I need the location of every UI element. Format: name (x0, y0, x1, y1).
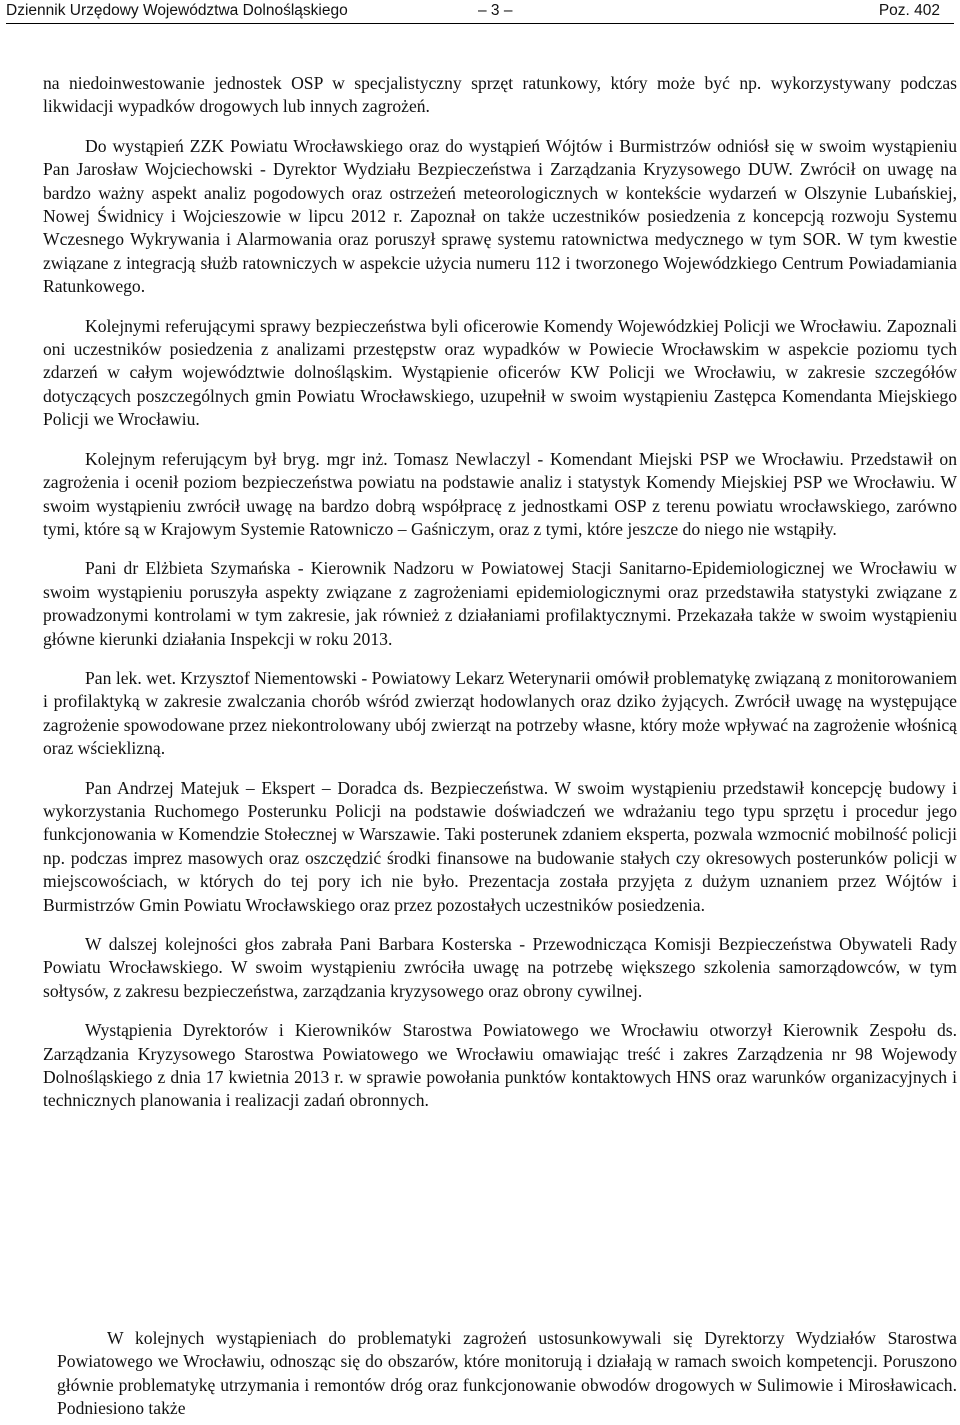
paragraph: W dalszej kolejności głos zabrała Pani Barbara Kosterska - Przewodnicząca Komisji Bezpieczeństwa Obywateli Rady Powiatu Wrocławskiego. W swoim wystąpieniu zwróciła uwagę na potrzebę większego szkolenia samorządowców, w tym sołtysów, z zakresu bezpieczeństwa, zarządzania kryzysowego oraz obrony cywilnej. (43, 934, 957, 1001)
paragraph-continuation: na niedoinwestowanie jednostek OSP w specjalistyczny sprzęt ratunkowy, który może być np. wykorzystywany podczas likwidacji wypadków drogowych lub innych zagrożeń. (43, 73, 957, 117)
paragraph: Pan lek. wet. Krzysztof Niementowski - Powiatowy Lekarz Weterynarii omówił problematykę związaną z monitorowaniem i profilaktyką w zakresie zwalczania chorób wśród zwierząt hodowlanych oraz dziko żyjących. Zwrócił uwagę na występujące zagrożenie spowodowane przez niekontrolowany ubój zwierząt na potrzeby własne, który może wpływać na zagrożenie włośnicą oraz wścieklizną. (43, 667, 957, 759)
header-rule (6, 23, 954, 24)
journal-title: Dziennik Urzędowy Województwa Dolnośląskiego (6, 2, 348, 19)
paragraph: Do wystąpień ZZK Powiatu Wrocławskiego oraz do wystąpień Wójtów i Burmistrzów odniósł się w swoim wystąpieniu Pan Jarosław Wojciechowski - Dyrektor Wydziału Bezpieczeństwa i Zarządzania Kryzysowego DUW. Zwrócił on uwagę na bardzo ważny aspekt analiz pogodowych oraz ostrzeżeń meteorologicznych w kontekście wydarzeń w Olszynie Lubańskiej, Nowej Świdnicy i Wojcieszowie w lipcu 2012 r. Zapoznał on także uczestników posiedzenia z koncepcją rozwoju Systemu Wczesnego Wykrywania i Alarmowania oraz poruszył sprawę systemu ratownictwa medycznego w tym SOR. W tym kwestie związane z integracją służb ratowniczych w aspekcie użycia numeru 112 i tworzonego Wojewódzkiego Centrum Powiadamiania Ratunkowego. (43, 135, 957, 297)
paragraph: Kolejnym referującym był bryg. mgr inż. Tomasz Newlaczyl - Komendant Miejski PSP we Wrocławiu. Przedstawił on zagrożenia i ocenił poziom bezpieczeństwa powiatu na podstawie analiz i statystyk Komendy Miejskiej PSP we Wrocławiu. W swoim wystąpieniu zwrócił uwagę na bardzo dobrą współpracę z jednostkami OSP z terenu powiatu wrocławskiego, zarówno tymi, które są w Krajowym Systemie Ratowniczo – Gaśniczym, oraz z tymi, które jeszcze do niego nie wstąpiły. (43, 448, 957, 539)
document-body (43, 72, 957, 1113)
document-body-continued (57, 1327, 957, 1421)
page-number: – 3 – (478, 2, 513, 19)
paragraph: Wystąpienia Dyrektorów i Kierowników Starostwa Powiatowego we Wrocławiu otworzył Kierownik Zespołu ds. Zarządzania Kryzysowego Starostwa Powiatowego we Wrocławiu omawiając treść i zakres Zarządzenia nr 98 Wojewody Dolnośląskiego z dnia 17 kwietnia 2013 r. w sprawie powołania punktów kontaktowych HNS oraz warunków organizacyjnych i technicznych planowania i realizacji zadań obronnych. (43, 1020, 957, 1111)
paragraph: Kolejnymi referującymi sprawy bezpieczeństwa byli oficerowie Komendy Wojewódzkiej Policji we Wrocławiu. Zapoznali oni uczestników posiedzenia z analizami przestępstw oraz wypadków w Powiecie Wrocławskim w aspekcie poziomu tych zdarzeń w całym województwie dolnośląskim. Wystąpienie oficerów KW Policji we Wrocławiu, w zakresie szczegółów dotyczących poszczególnych gmin Powiatu Wrocławskiego, uzupełnił w swoim wystąpieniu Zastępca Komendanta Miejskiego Policji we Wrocławiu. (43, 315, 957, 430)
page-header (6, 0, 954, 22)
paragraph-last: W kolejnych wystąpieniach do problematyki zagrożeń ustosunkowywali się Dyrektorzy Wydziałów Starostwa Powiatowego we Wrocławiu, odnosząc się do obszarów, które monitorują i działają w ramach swoich kompetencji. Poruszono głównie problematykę utrzymania i remontów dróg oraz funkcjonowanie obwodów drogowych w Sulimowie i Mirosławicach. Podniesiono także (57, 1328, 957, 1419)
paragraph: Pani dr Elżbieta Szymańska - Kierownik Nadzoru w Powiatowej Stacji Sanitarno-Epidemiologicznej we Wrocławiu w swoim wystąpieniu poruszyła aspekty związane z zagrożeniami epidemiologicznymi oraz przedstawiła statystyki związane z prowadzonymi kontrolami w tym zakresie, jak również z działaniami profilaktycznymi. Przekazała także w swoim wystąpieniu główne kierunki działania Inspekcji w roku 2013. (43, 558, 957, 649)
paragraph: Pan Andrzej Matejuk – Ekspert – Doradca ds. Bezpieczeństwa. W swoim wystąpieniu przedstawił koncepcję budowy i wykorzystania Ruchomego Posterunku Policji na podstawie doświadczeń we wdrażaniu tego typu sprzętu i procedur jego funkcjonowania w Komendzie Stołecznej w Warszawie. Taki posterunek zdaniem eksperta, pozwala wzmocnić mobilność policji np. podczas imprez masowych oraz oszczędzić środki finansowe na budowanie stałych czy okresowych posterunków policji w miejscowościach, w których do tej pory ich nie było. Prezentacja została przyjęta z dużym uznaniem przez Wójtów i Burmistrzów Gmin Powiatu Wrocławskiego oraz przez pozostałych uczestników posiedzenia. (43, 777, 957, 915)
position-number: Poz. 402 (878, 2, 940, 19)
